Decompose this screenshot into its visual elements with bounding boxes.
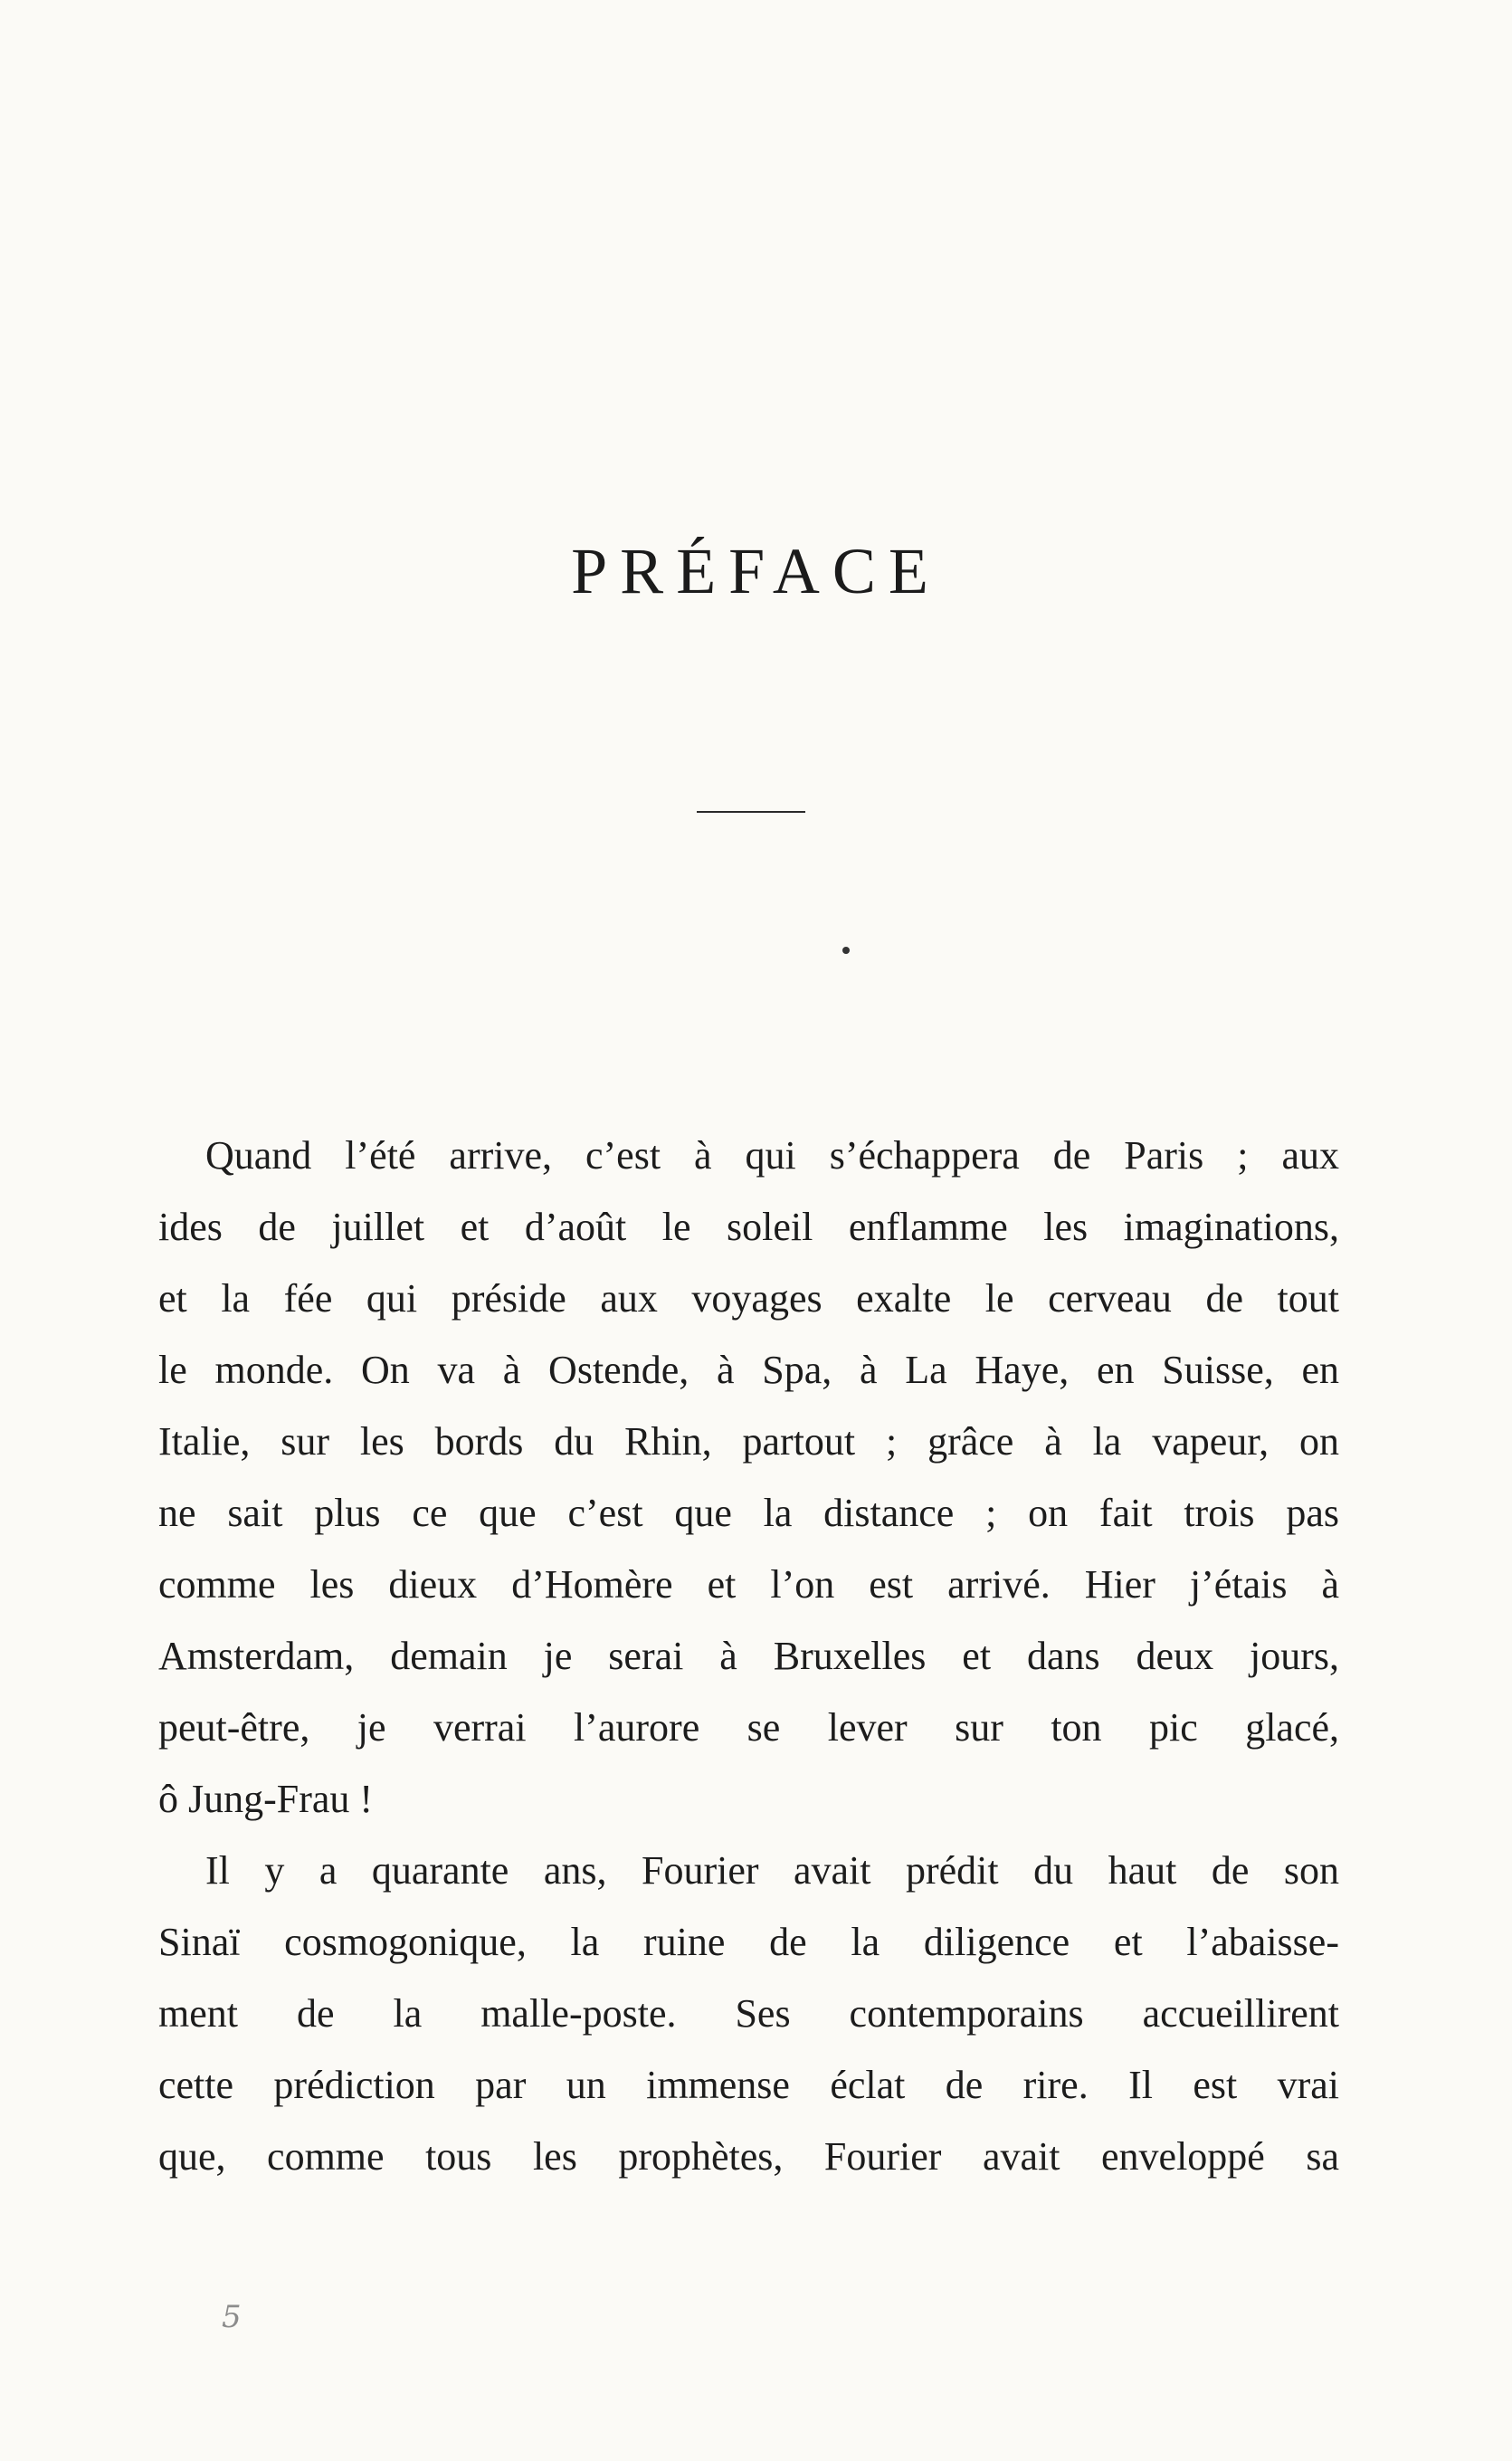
text-line: Amsterdam, demain je serai à Bruxelles et dans deux jours,	[158, 1634, 1339, 1678]
page-title: PRÉFACE	[571, 535, 941, 607]
text-line: ne sait plus ce que c’est que la distance ; on fait trois pas	[158, 1491, 1339, 1535]
body-text	[158, 1120, 1339, 2192]
title-rule	[697, 811, 805, 813]
text-line: Italie, sur les bords du Rhin, partout ; grâce à la vapeur, on	[158, 1419, 1339, 1464]
text-line: cette prédiction par un immense éclat de rire. Il est vrai	[158, 2063, 1339, 2107]
text-line: ides de juillet et d’août le soleil enflamme les imaginations,	[158, 1205, 1339, 1249]
text-line: peut-être, je verrai l’aurore se lever sur ton pic glacé,	[158, 1705, 1339, 1750]
folio-mark: 5	[222, 2299, 242, 2335]
text-line: le monde. On va à Ostende, à Spa, à La Haye, en Suisse, en	[158, 1348, 1339, 1392]
text-line: et la fée qui préside aux voyages exalte le cerveau de tout	[158, 1276, 1339, 1321]
text-line: Sinaï cosmogonique, la ruine de la diligence et l’abaisse-	[158, 1920, 1339, 1964]
text-line: comme les dieux d’Homère et l’on est arrivé. Hier j’étais à	[158, 1562, 1339, 1607]
text-line: Il y a quarante ans, Fourier avait prédit du haut de son	[205, 1848, 1339, 1893]
text-line: ô Jung-Frau !	[158, 1777, 374, 1821]
text-line: Quand l’été arrive, c’est à qui s’échappera de Paris ; aux	[205, 1133, 1339, 1178]
text-line: que, comme tous les prophètes, Fourier avait enveloppé sa	[158, 2134, 1339, 2179]
text-line: ment de la malle-poste. Ses contemporains accueillirent	[158, 1991, 1339, 2036]
ornament-dot	[842, 947, 850, 954]
